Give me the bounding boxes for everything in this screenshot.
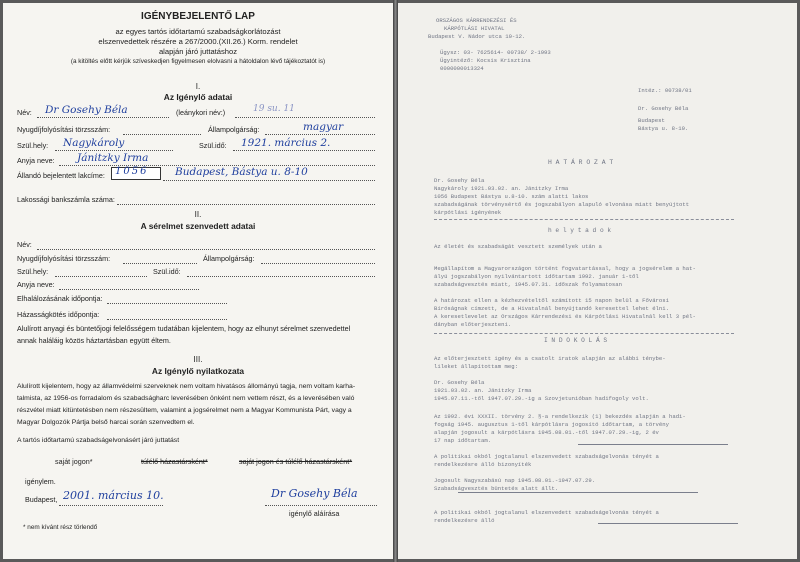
option-both[interactable]: saját jogon és túlélő házastársként* <box>239 457 353 466</box>
label-victim-pension-id: Nyugdíjfolyósítási törzsszám: <box>17 254 111 263</box>
decision-body-1: Dr. Gosehy Béla <box>434 177 485 184</box>
reasoning-13: Szabadságvesztés büntetés alatt állt. <box>434 485 559 492</box>
reasoning-12: Jogosult Nagyszabású nap 1945.08.01.-1947.07.29. <box>434 477 596 484</box>
decision-heading: H A T Á R O Z A T <box>548 159 614 166</box>
victim-name-field-line[interactable] <box>37 249 375 250</box>
reasoning-15: rendelkezésre álló <box>434 517 495 524</box>
case-officer: Ügyintéző: Kocsis Krisztina <box>440 57 531 64</box>
option-own-right[interactable]: saját jogon* <box>55 457 93 466</box>
form-subtitle-4: (a kitöltés előtt kérjük szíveskedjen figyelmesen elolvasni a hátoldalon lévő tájékoztatót is) <box>70 58 326 65</box>
recipient-city: Budapest <box>638 117 665 124</box>
reasoning-9: 17 nap időtartam. <box>434 437 492 444</box>
marriage-date-field-line[interactable] <box>107 319 227 320</box>
cohabitation-declaration-line-2: annak haláláig közös háztartásban együtt éltem. <box>17 336 171 345</box>
victim-birthdate-field-line[interactable] <box>187 276 375 277</box>
recipient-street: Bástya u. 8-10. <box>638 125 689 132</box>
pension-id-field-line[interactable] <box>123 134 201 135</box>
cohabitation-declaration-line-1: Alulírott anyagi és büntetőjogi felelősségem tudatában kijelentem, hogy az elhunyt sérelmet szenvedettel <box>17 324 351 333</box>
handwritten-signature: Dr Gosehy Béla <box>271 487 358 500</box>
label-bank-account: Lakossági bankszámla száma: <box>17 195 115 204</box>
reasoning-5: 1945.07.11.-től 1947.07.29.-ig a Szovjetunióban hadifogoly volt. <box>434 395 649 402</box>
signature-label: igénylő aláírása <box>289 509 340 518</box>
form-subtitle-1: az egyes tartós időtartamú szabadságkorlátozást <box>115 27 281 36</box>
section-3-number: III. <box>193 355 203 364</box>
decision-page <box>398 3 797 559</box>
filing-number: Intéz.: 00738/01 <box>638 87 692 94</box>
decision-body-2: Nagykároly 1921.03.02. an. Jánitzky Irma <box>434 185 569 192</box>
place-label: Budapest, <box>25 495 58 504</box>
statement-line-2: talmista, az 1956-os forradalom és szabadságharc leverésében önként nem vettem részt, és a leverésében való <box>17 395 355 402</box>
label-victim-name: Név: <box>17 240 32 249</box>
section-2-number: II. <box>194 210 202 219</box>
label-victim-citizenship: Állampolgárság: <box>203 254 255 263</box>
handwritten-postal-code: 1056 <box>115 166 149 177</box>
case-number: 0000000013324 <box>440 65 484 72</box>
reasoning-8: alapján jogosult a kárpótlásra 1945.08.01.-től 1947.07.29.-ig, 2 év <box>434 429 659 436</box>
case-reference: Ügysz: 03- 7625614- 00738/ 2-1993 <box>440 49 551 56</box>
handwritten-birthplace: Nagykároly <box>63 137 125 149</box>
decision-body-4: szabadságának törvénysértő és jogszabályon alapuló elvonása miatt benyújtott <box>434 201 690 208</box>
label-citizenship: Állampolgárság: <box>208 125 260 134</box>
label-birthdate: Szül.idő: <box>199 141 227 150</box>
handwritten-mothers-name: Jánitzky Irma <box>77 152 149 164</box>
label-birthplace: Szül.hely: <box>17 141 49 150</box>
section-2-title: A sérelmet szenvedett adatai <box>140 221 256 231</box>
decision-middle-8: dányban előterjeszteni. <box>434 321 512 328</box>
section-1-title: Az Igénylő adatai <box>163 92 233 102</box>
decision-middle-6: Bíróságnak címzett, de a Hivatalnál benyújtandó keresettel lehet élni. <box>434 305 669 312</box>
statement-line-1: Alulírott kijelentem, hogy az államvédelmi szerveknek nem voltam hivatásos állományú tagja, nem voltam karha- <box>17 383 356 390</box>
form-subtitle-2: elszenvedettek részére a 267/2000.(XII.26.) Korm. rendelet <box>98 37 298 46</box>
handwritten-date: 2001. március 10. <box>63 489 164 502</box>
reasoning-6: Az 1992. évi XXXII. törvény 2. §-a rendelkezik (1) bekezdés alapján a hadi- <box>434 413 686 420</box>
reasoning-1: Az előterjesztett igény és a csatolt iratok alapján az alábbi ténybe- <box>434 355 666 362</box>
recipient-name: Dr. Gosehy Béla <box>638 105 689 112</box>
reasoning-4: 1921.03.02. an. Jánitzky Irma <box>434 387 532 394</box>
footnote: * nem kívánt rész törlendő <box>23 524 98 531</box>
section-3-title: Az Igénylő nyilatkozata <box>151 366 245 376</box>
claim-word: igénylem. <box>25 477 56 486</box>
form-title: IGÉNYBEJELENTŐ LAP <box>141 11 255 22</box>
victim-citizenship-field-line[interactable] <box>261 263 375 264</box>
underline-1 <box>578 444 728 445</box>
label-victim-mothers-name: Anyja neve: <box>17 280 55 289</box>
birthdate-field-line[interactable] <box>233 150 375 151</box>
label-mothers-name: Anyja neve: <box>17 156 55 165</box>
victim-birthplace-field-line[interactable] <box>55 276 147 277</box>
decision-body-3: 1056 Budapest Bástya u.8-10. szám alatti lakos <box>434 193 589 200</box>
handwritten-citizenship: magyar <box>303 121 344 133</box>
reasoning-10: A politikai okból jogtalanul elszenvedett szabadságelvonás tényét a <box>434 453 659 460</box>
victim-mothers-name-field-line[interactable] <box>59 289 199 290</box>
death-date-field-line[interactable] <box>107 303 227 304</box>
victim-pension-id-field-line[interactable] <box>123 263 197 264</box>
label-victim-birthplace: Szül.hely: <box>17 267 49 276</box>
reasoning-11: rendelkezésre álló bizonyíték <box>434 461 532 468</box>
granted-heading: h e l y t a d o k <box>548 227 612 234</box>
bank-account-field-line[interactable] <box>117 204 375 205</box>
handwritten-maiden-name: 19 su. 11 <box>253 104 295 114</box>
reasoning-heading: I N D O K O L Á S <box>544 337 608 344</box>
reasoning-14: A politikai okból jogtalanul elszenvedett szabadságelvonás tényét a <box>434 509 659 516</box>
name-field-line[interactable] <box>37 117 169 118</box>
divider-1 <box>434 219 734 220</box>
decision-middle-5: A határozat ellen a kézhezvételtől számított 15 napon belül a Fővárosi <box>434 297 669 304</box>
reasoning-3: Dr. Gosehy Béla <box>434 379 485 386</box>
form-subtitle-3: alapján járó juttatáshoz <box>158 47 238 56</box>
allowance-request-text: A tartós időtartamú szabadságelvonásért járó juttatást <box>17 437 180 444</box>
authority-header-1: ORSZÁGOS KÁRRENDEZÉSI ÉS <box>436 17 517 24</box>
decision-middle-1: Az életét és szabadságát vesztett személyek után a <box>434 243 602 250</box>
underline-3 <box>598 523 738 524</box>
handwritten-address: Budapest, Bástya u. 8-10 <box>175 166 308 178</box>
statement-line-3: részvétel miatt kitüntetésben nem részesültem, valamint a jogsérelmet nem a Magyar Kommunista Párt, vagy a <box>17 407 352 414</box>
label-victim-birthdate: Szül.idő: <box>153 267 181 276</box>
divider-2 <box>434 333 734 334</box>
decision-middle-2: Megállapítom a Magyarországon történt fogvatartással, hogy a jogsérelem a hat- <box>434 265 696 272</box>
label-address: Állandó bejelentett lakcíme: <box>17 171 105 180</box>
section-1-number: I. <box>195 82 201 91</box>
label-death-date: Elhalálozásának időpontja: <box>17 294 103 303</box>
option-surviving-spouse[interactable]: túlélő házastársként* <box>141 457 208 466</box>
handwritten-name: Dr Gosehy Béla <box>45 104 128 116</box>
handwritten-birthdate: 1921. március 2. <box>241 137 331 149</box>
citizenship-field-line[interactable] <box>265 134 375 135</box>
decision-middle-7: A keresetlevelet az Országos Kárrendezési és Kárpótlási Hivatalnál kell 3 pél- <box>434 313 696 320</box>
reasoning-2: lileket állapítottam meg: <box>434 363 518 370</box>
birthplace-field-line[interactable] <box>55 150 173 151</box>
label-maiden-name: (leánykori név:) <box>176 108 226 117</box>
authority-address: Budapest V. Nádor utca 10-12. <box>428 33 526 40</box>
decision-middle-4: szabadságvesztés miatt, 1945.07.31. időszak folyamatosan <box>434 281 622 288</box>
address-field-line[interactable] <box>163 180 375 181</box>
date-field-line[interactable] <box>59 505 163 506</box>
claim-form-page <box>3 3 393 559</box>
statement-line-4: Magyar Dolgozók Pártja belső harcai során szenvedtem el. <box>17 419 195 426</box>
signature-line[interactable] <box>265 505 377 506</box>
label-name: Név: <box>17 108 32 117</box>
label-marriage-date: Házasságkötés időpontja: <box>17 310 100 319</box>
underline-2 <box>458 492 698 493</box>
reasoning-7: fogság 1945. augusztus 1-től kárpótlásra jogosító időtartam, a törvény <box>434 421 669 428</box>
maiden-name-field-line[interactable] <box>235 117 375 118</box>
authority-header-2: KÁRPÓTLÁSI HIVATAL <box>444 25 505 32</box>
label-pension-id: Nyugdíjfolyósítási törzsszám: <box>17 125 111 134</box>
decision-body-5: kárpótlási igényének <box>434 209 502 216</box>
decision-middle-3: ályú jogszabályon nyilvántartott időtartam 1992. január 1-től <box>434 273 639 280</box>
